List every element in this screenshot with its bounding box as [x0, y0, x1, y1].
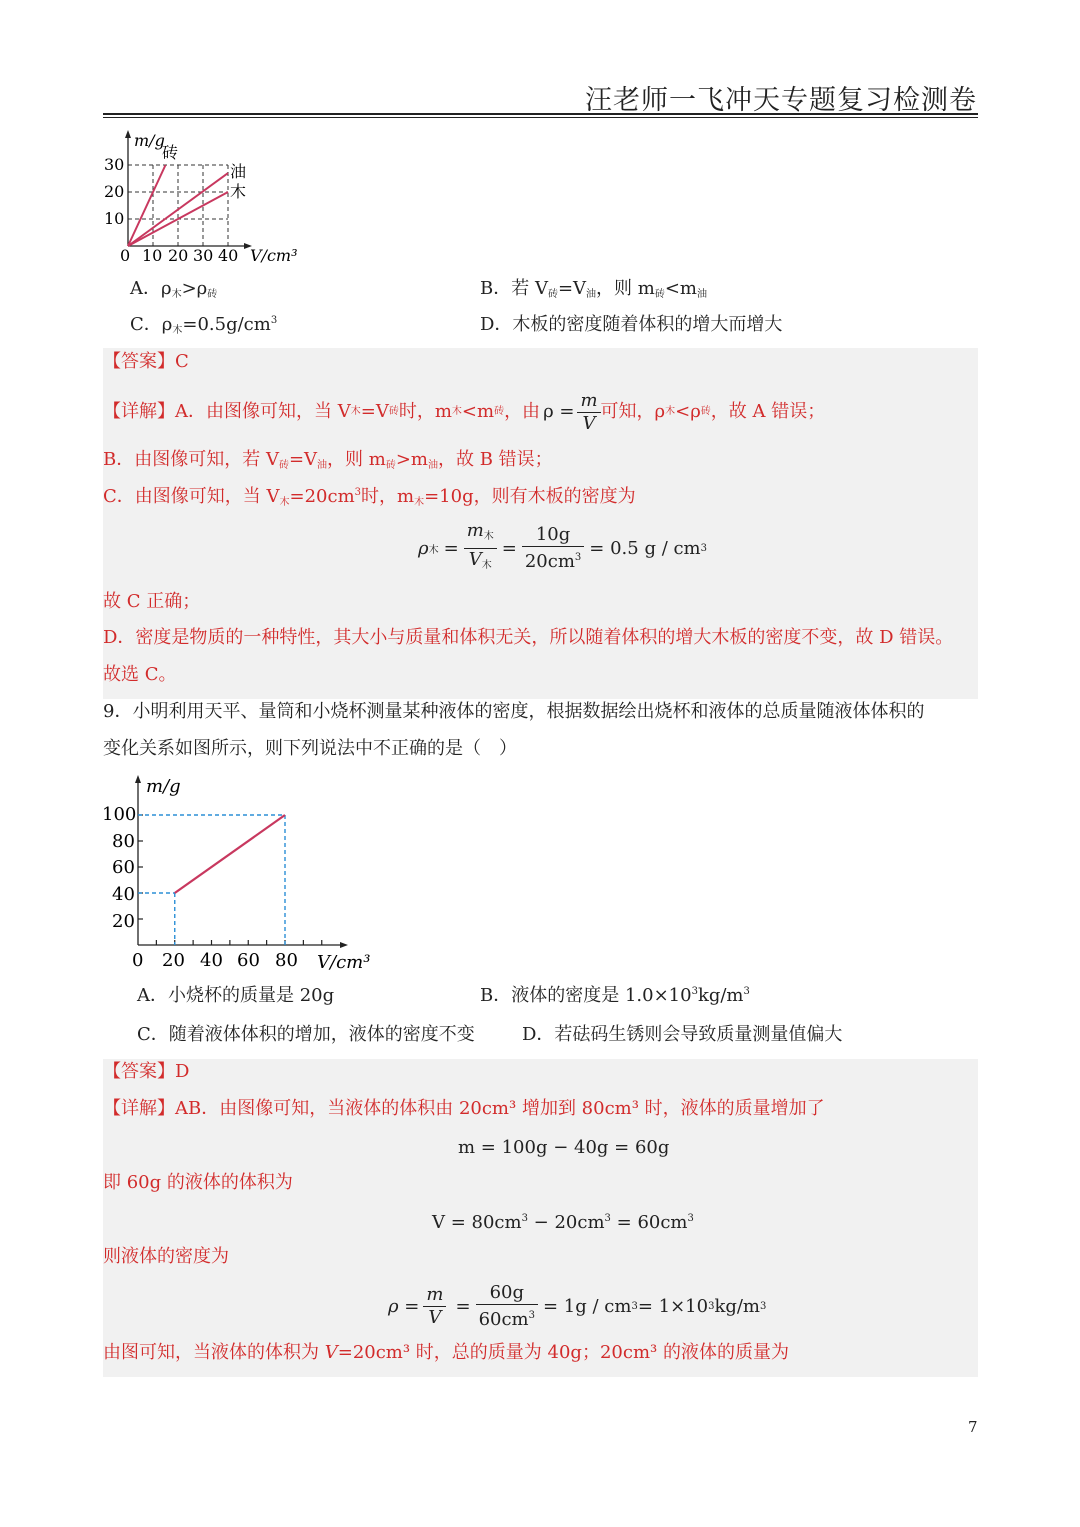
chart-1: [100, 128, 310, 268]
q8-option-b[interactable]: B．若 $V_砖=V_油$，则 $m_砖<m_油$: [480, 278, 707, 300]
q9-option-a[interactable]: A．小烧杯的质量是 20g: [137, 985, 335, 1006]
chart-2-ytick: 40: [112, 884, 135, 905]
chart-1-ytick: 10: [104, 209, 125, 228]
chart-2-ytick: 100: [102, 804, 137, 825]
chart-2-xtick: 40: [200, 950, 223, 971]
chart-1-xtick: 30: [193, 246, 214, 265]
q8-option-d[interactable]: D．木板的密度随着体积的增大而增大: [480, 314, 783, 335]
q9-answer: 【答案】D: [103, 1061, 190, 1082]
q8-option-a[interactable]: A．$\rho_木>\rho_砖$: [130, 278, 218, 300]
chart-1-ytick: 20: [104, 182, 125, 201]
q9-explanation-line3: 则液体的密度为: [103, 1246, 229, 1267]
chart-1-series-line: [128, 165, 166, 246]
q9-explanation-line2: 即 60g 的液体的体积为: [103, 1172, 293, 1193]
header-rule-thin: [103, 117, 978, 118]
chart-2-xtick: 20: [162, 950, 185, 971]
chart-2-y-label: m/g: [146, 776, 181, 797]
q8-explanation-a: 【详解】 A．由图像可知，当 V 木 =V 砖 时，m 木 <m 砖 ，由 ρ = $\frac{m}{V}$ 可知，ρ 木 <ρ 砖 ，故 A 错误；: [103, 389, 826, 434]
q9-density-formula: ρ = $\frac{m}{V}$ = $\frac{60g}{60cm^3}$ = 1g / cm 3 = 1×10 3 kg/m 3: [388, 1281, 767, 1330]
q9-stem-line2: 变化关系如图所示，则下列说法中不正确的是（ ）: [103, 738, 517, 759]
chart-2-y-arrow: [135, 775, 141, 783]
q8-answer: 【答案】C: [103, 351, 189, 372]
chart-1-xtick: 20: [168, 246, 189, 265]
chart-1-series-label-brick: 砖: [162, 143, 179, 162]
chart-2-x-arrow: [340, 942, 348, 948]
q9-equation-volume: $V = 80cm^3 - 20cm^3 = 60cm^3$: [432, 1212, 694, 1233]
chart-2-xtick: 80: [275, 950, 298, 971]
q8-explanation-d: D．密度是物质的一种特性，其大小与质量和体积无关，所以随着体积的增大木板的密度不变，故 D 错误。: [103, 627, 954, 648]
q8-explanation-c-conclusion: 故 C 正确；: [103, 591, 201, 612]
chart-1-series-label-oil: 油: [230, 162, 247, 181]
chart-1-x-label: V/cm³: [250, 246, 298, 265]
chart-2-ytick: 20: [112, 911, 135, 932]
chart-2-series-line: [175, 815, 285, 893]
chart-1-ytick: 30: [104, 155, 125, 174]
header-rule-thick: [103, 113, 978, 115]
chart-1-y-arrow: [125, 130, 131, 138]
chart-1-xtick: 0: [120, 246, 131, 265]
chart-1-y-label: m/g: [134, 131, 165, 150]
chart-2-xtick: 60: [237, 950, 260, 971]
q9-option-d[interactable]: D．若砝码生锈则会导致质量测量值偏大: [522, 1024, 843, 1045]
chart-2: [100, 770, 390, 976]
q9-explanation-ab: 【详解】AB．由图像可知，当液体的体积由 20cm³ 增加到 80cm³ 时，液体的质量增加了: [103, 1098, 825, 1119]
q8-final-answer: 故选 C。: [103, 664, 177, 685]
q9-stem-line1: 9．小明利用天平、量筒和小烧杯测量某种液体的密度，根据数据绘出烧杯和液体的总质量随液体体积的: [103, 701, 925, 722]
header-title: 汪老师一飞冲天专题复习检测卷: [585, 85, 977, 116]
q9-option-c[interactable]: C．随着液体体积的增加，液体的密度不变: [137, 1024, 475, 1045]
q8-density-formula: ρ 木 = $\frac{m_木}{V_木}$ = $\frac{10g}{20cm^3}$ = 0.5 g / cm 3: [418, 519, 708, 572]
q8-explanation-b: B．由图像可知，若 $V_砖=V_油$，则 $m_砖>m_油$，故 B 错误；: [103, 449, 553, 471]
page-number: 7: [968, 1418, 978, 1436]
chart-1-xtick: 10: [142, 246, 163, 265]
chart-1-series-label-wood: 木: [230, 182, 247, 201]
chart-2-xtick: 0: [132, 950, 144, 971]
chart-2-x-label: V/cm³: [317, 952, 371, 973]
chart-1-xtick: 40: [218, 246, 239, 265]
q9-equation-mass: m = 100g − 40g = 60g: [458, 1137, 670, 1158]
q8-option-c[interactable]: C．$\rho_木=0.5g/cm^3$: [130, 314, 278, 336]
q8-explanation-c: C．由图像可知，当 $V_木=20cm^3$时，$m_木=10g$，则有木板的密度为: [103, 486, 636, 508]
q9-option-b[interactable]: B．液体的密度是 $1.0\times 10^3kg/m^3$: [480, 985, 750, 1006]
chart-2-ytick: 80: [112, 831, 135, 852]
chart-2-ytick: 60: [112, 857, 135, 878]
q9-explanation-line4: 由图可知，当液体的体积为 V=20cm³ 时，总的质量为 40g；20cm³ 的液体的质量为: [103, 1342, 789, 1363]
